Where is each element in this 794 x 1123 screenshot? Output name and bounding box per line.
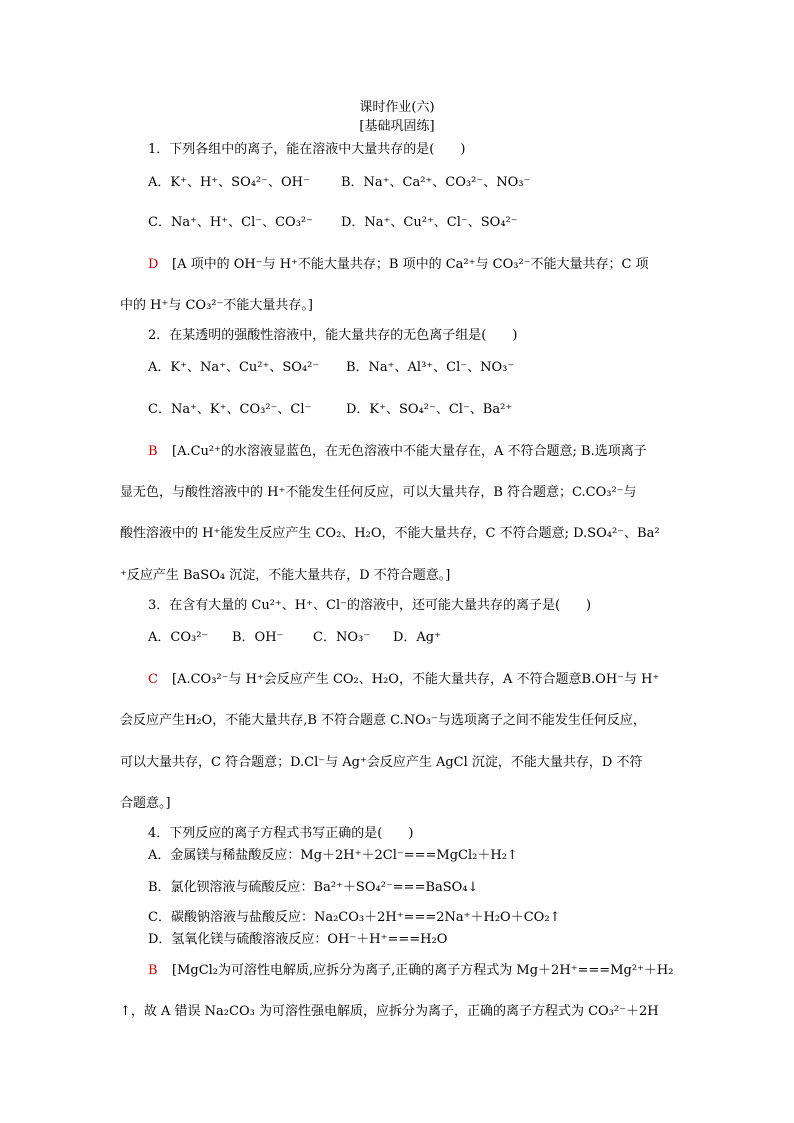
section-label: [基础巩固练]: [359, 119, 435, 134]
question-3-explanation-line-2: 会反应产生H₂O，不能大量共存,B 不符合题意 C.NO₃⁻与选项离子之间不能发生任何反应，: [120, 713, 646, 728]
question-2-explanation-line-3: 酸性溶液中的 H⁺能发生反应产生 CO₂、H₂O，不能大量共存，C 不符合题意; D.SO₄²⁻、Ba²: [120, 526, 660, 541]
question-3-answer: C: [148, 672, 158, 687]
question-3-option-d: D．Ag⁺: [393, 630, 441, 645]
question-2-option-a: A．K⁺、Na⁺、Cu²⁺、SO₄²⁻: [148, 360, 320, 375]
question-4-option-d: D．氢氧化镁与硫酸溶液反应：OH⁻＋H⁺===H₂O: [148, 932, 448, 947]
question-2-stem: 2．在某透明的强酸性溶液中，能大量共存的无色离子组是( ): [148, 328, 518, 343]
question-4-option-b: B．氯化钡溶液与硫酸反应：Ba²⁺＋SO₄²⁻===BaSO₄↓: [148, 880, 479, 895]
question-3-option-b: B．OH⁻: [232, 630, 284, 645]
question-4-option-c: C．碳酸钠溶液与盐酸反应：Na₂CO₃＋2H⁺===2Na⁺＋H₂O＋CO₂↑: [148, 910, 561, 925]
question-2-option-d: D．K⁺、SO₄²⁻、Cl⁻、Ba²⁺: [346, 402, 513, 417]
question-4-explanation-line-2: ↑，故 A 错误 Na₂CO₃ 为可溶性强电解质，应拆分为离子，正确的离子方程式为 CO₃²⁻＋2H: [120, 1004, 659, 1019]
question-3-option-c: C．NO₃⁻: [313, 630, 371, 645]
question-4-stem: 4．下列反应的离子方程式书写正确的是( ): [148, 826, 414, 841]
question-3-stem: 3．在含有大量的 Cu²⁺、H⁺、Cl⁻的溶液中，还可能大量共存的离子是( ): [148, 598, 592, 613]
question-2-explanation-line-4: ⁺反应产生 BaSO₄ 沉淀，不能大量共存，D 不符合题意。]: [120, 568, 451, 583]
question-2-option-b: B．Na⁺、Al³⁺、Cl⁻、NO₃⁻: [346, 360, 515, 375]
question-1-explanation-line-2: 中的 H⁺与 CO₃²⁻不能大量共存。]: [120, 298, 313, 313]
question-2-explanation-line-1: [A.Cu²⁺的水溶液显蓝色，在无色溶液中不能大量存在，A 不符合题意; B.选项离子: [172, 444, 647, 459]
question-4-option-a: A．金属镁与稀盐酸反应：Mg＋2H⁺＋2Cl⁻===MgCl₂＋H₂↑: [148, 848, 518, 863]
question-2-answer: B: [148, 444, 158, 459]
question-1-answer: D: [148, 257, 159, 272]
question-1-stem: 1．下列各组中的离子，能在溶液中大量共存的是( ): [148, 142, 466, 157]
question-4-answer: B: [148, 963, 158, 978]
question-4-explanation-line-1: [MgCl₂为可溶性电解质,应拆分为离子,正确的离子方程式为 Mg＋2H⁺===Mg²⁺＋H₂: [172, 963, 674, 978]
page-title: 课时作业(六): [359, 100, 435, 115]
question-3-option-a: A．CO₃²⁻: [148, 630, 209, 645]
question-1-option-a: A．K⁺、H⁺、SO₄²⁻、OH⁻: [148, 175, 310, 190]
question-1-option-c: C．Na⁺、H⁺、Cl⁻、CO₃²⁻: [148, 215, 313, 230]
question-1-option-d: D．Na⁺、Cu²⁺、Cl⁻、SO₄²⁻: [341, 215, 518, 230]
question-1-explanation-line-1: [A 项中的 OH⁻与 H⁺不能大量共存；B 项中的 Ca²⁺与 CO₃²⁻不能大量共存；C 项: [172, 257, 649, 272]
question-1-option-b: B．Na⁺、Ca²⁺、CO₃²⁻、NO₃⁻: [341, 175, 531, 190]
question-3-explanation-line-1: [A.CO₃²⁻与 H⁺会反应产生 CO₂、H₂O，不能大量共存，A 不符合题意B.OH⁻与 H⁺: [172, 672, 660, 687]
question-3-explanation-line-3: 可以大量共存，C 符合题意；D.Cl⁻与 Ag⁺会反应产生 AgCl 沉淀，不能大量共存，D 不符: [120, 755, 643, 770]
question-3-explanation-line-4: 合题意。]: [120, 796, 171, 811]
question-2-option-c: C．Na⁺、K⁺、CO₃²⁻、Cl⁻: [148, 402, 312, 417]
question-2-explanation-line-2: 显无色，与酸性溶液中的 H⁺不能发生任何反应，可以大量共存，B 符合题意；C.CO₃²⁻与: [120, 485, 637, 500]
